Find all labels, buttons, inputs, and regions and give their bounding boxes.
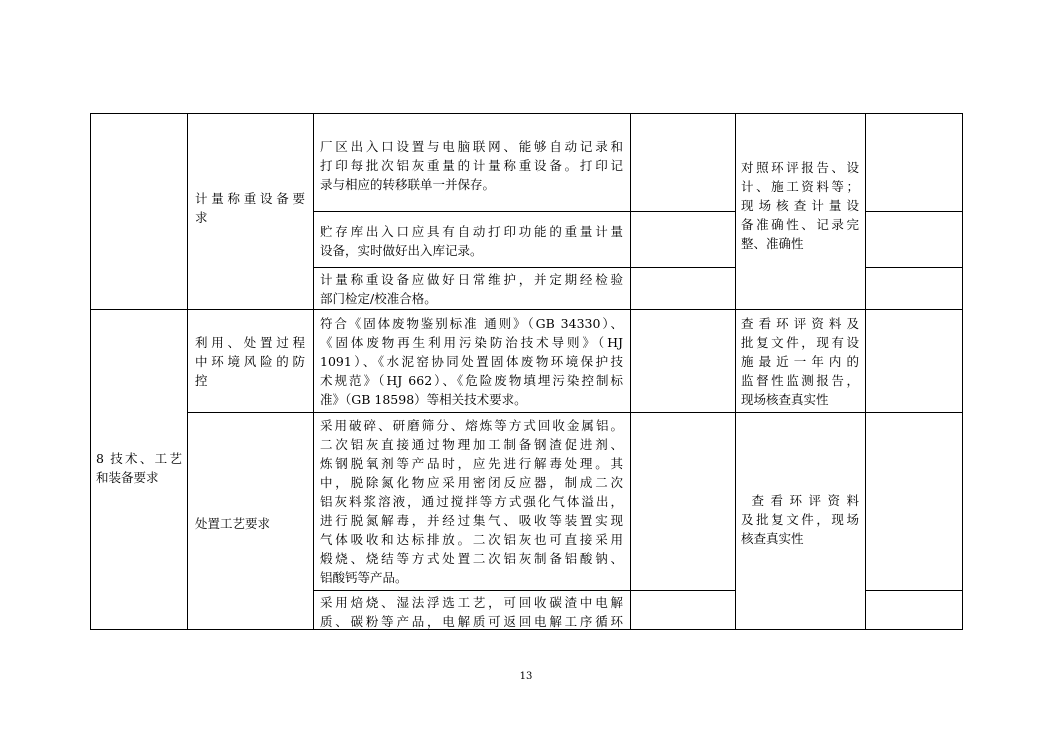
req-weighing-1: 厂区出入口设置与电脑联网、能够自动记录和 打印每批次铝灰重量的计量称重设备。打印记 录与相应的转移联单一并保存。 bbox=[320, 139, 623, 192]
item-weighing: 计量称重设备要 求 bbox=[195, 191, 305, 225]
req-risk: 符合《固体废物鉴别标准 通则》（GB 34330）、 《固体废物再生利用污染防治技术导则》（HJ 1091）、《水泥窑协同处置固体废物环境保护技 术规范》（HJ 662）、《危险废物填埋污染控制标 准》（GB 18598）等相关技术要求。 bbox=[320, 316, 623, 407]
page-number: 13 bbox=[519, 671, 533, 682]
method-weighing: 对照环评报告、设 计、施工资料等； 现场核查计量设 备准确性、记录完 整、准确性 bbox=[741, 160, 859, 251]
req-process-2: 采用焙烧、湿法浮选工艺，可回收碳渣中电解 质、碳粉等产品，电解质可返回电解工序循环 bbox=[320, 595, 623, 629]
item-process: 处置工艺要求 bbox=[195, 516, 271, 531]
req-weighing-3: 计量称重设备应做好日常维护，并定期经检验 部门检定/校准合格。 bbox=[320, 272, 623, 306]
req-weighing-2: 贮存库出入口应具有自动打印功能的重量计量 设备，实时做好出入库记录。 bbox=[320, 224, 623, 258]
section-8-label: 8 技术、工艺 和装备要求 bbox=[96, 451, 182, 485]
item-risk: 利用、处置过程 中环境风险的防 控 bbox=[195, 335, 305, 388]
method-process: 查看环评资料 及批复文件，现场 核查真实性 bbox=[741, 493, 859, 546]
method-risk: 查看环评资料及 批复文件，现有设 施最近一年内的 监督性监测报告， 现场核查真实性 bbox=[741, 316, 859, 407]
req-process-1: 采用破碎、研磨筛分、熔炼等方式回收金属铝。 二次铝灰直接通过物理加工制备钢渣促进剂、 炼钢脱氧剂等产品时，应先进行解毒处理。其 中，脱除氮化物应采用密闭反应器，制成二次 铝灰料浆溶液，通过搅拌等方式强化气体溢出， 进行脱氮解毒，并经过集气、吸收等装置实现 气体吸收和达标排放。二次铝灰也可直接采用 煅烧、烧结等方式处置二次铝灰制备铝酸钠、 铝酸钙等产品。 bbox=[320, 418, 623, 585]
